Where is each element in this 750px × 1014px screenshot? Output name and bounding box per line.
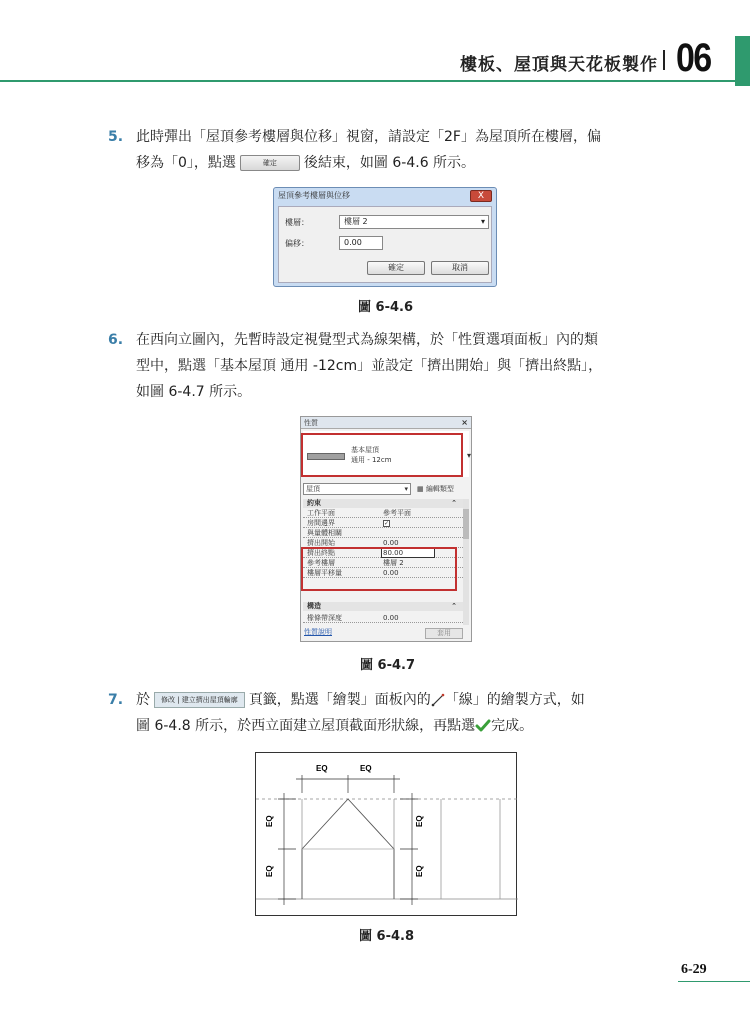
ok-button-image: 確定: [240, 155, 300, 171]
highlight-box-extrusion: [301, 547, 457, 591]
eq-label: EQ: [415, 815, 424, 827]
property-row[interactable]: [303, 529, 463, 538]
property-name: 橡條帶深度: [307, 614, 342, 622]
offset-input[interactable]: 0.00: [339, 236, 383, 250]
offset-label: 偏移：: [285, 239, 309, 248]
property-name: 擠出終點: [307, 549, 335, 557]
section-constraints[interactable]: [303, 499, 463, 508]
page-number: 6-29: [681, 962, 707, 977]
dialog-body: [278, 206, 492, 283]
step-text-line: 此時彈出「屋頂參考樓層與位移」視窗，請設定「2F」為屋頂所在樓層，偏: [136, 129, 601, 145]
chapter-title: 樓板、屋頂與天花板製作: [460, 55, 658, 75]
figure-caption: 圖 6-4.6: [358, 300, 413, 315]
cancel-button[interactable]: 取消: [431, 261, 489, 275]
modify-extrusion-roof-tab-image: 修改 | 建立擠出屋頂輪廓: [154, 692, 245, 708]
dialog-title: 屋頂參考樓層與位移: [278, 191, 350, 200]
property-name: 與量體相關: [307, 529, 342, 537]
roof-profile-svg: [256, 753, 518, 917]
extrusion-start-value[interactable]: 0.00: [383, 539, 399, 547]
green-check-icon: [475, 719, 491, 733]
step-text-line: [136, 713, 668, 739]
property-name: 擠出開始: [307, 539, 335, 547]
property-value: 參考平面: [383, 509, 411, 517]
roof-profile-sketch: [255, 752, 517, 916]
step-text-part: 頁籤，點選「繪製」面板內的: [248, 692, 431, 708]
property-row[interactable]: [303, 614, 463, 623]
type-size: 通用 - 12cm: [351, 456, 392, 464]
figure-caption: 圖 6-4.8: [359, 929, 414, 944]
apply-button[interactable]: 套用: [425, 628, 463, 639]
level-select[interactable]: 樓層 2 ▾: [339, 215, 489, 229]
step-text-part: 於: [136, 692, 150, 708]
palette-title-text: 性質: [304, 419, 318, 427]
level-label: 樓層：: [285, 218, 309, 227]
property-name: 參考樓層: [307, 559, 335, 567]
step-number: 7.: [108, 692, 124, 708]
category-filter[interactable]: 屋頂 ▾: [303, 483, 411, 495]
step-6: [108, 327, 668, 405]
step-text-part: 「線」的繪製方式，如: [444, 692, 585, 708]
step-text-line: 如圖 6-4.7 所示。: [136, 384, 252, 400]
section-label: 約束: [307, 499, 321, 507]
figure-caption: 圖 6-4.7: [360, 658, 415, 673]
reference-level-value[interactable]: 樓層 2: [383, 559, 404, 567]
edit-type-button[interactable]: [417, 483, 454, 495]
step-5: [108, 124, 668, 176]
property-name: 樓層平移量: [307, 569, 342, 577]
extrusion-end-value[interactable]: 80.00: [383, 549, 404, 557]
eq-label: EQ: [316, 764, 328, 773]
highlight-box-type: [301, 433, 463, 477]
edit-type-label: 編輯類型: [425, 485, 454, 493]
step-text-line: [136, 687, 668, 713]
step-text-part: 圖 6-4.8 所示，於西立面建立屋頂截面形狀線，再點選: [136, 718, 476, 734]
property-value: 0.00: [383, 614, 399, 622]
type-family: 基本屋頂: [351, 446, 379, 454]
property-name: 房間邊界: [307, 519, 335, 527]
property-value: 0.00: [383, 569, 399, 577]
step-text-part: 完成。: [491, 718, 534, 734]
close-icon[interactable]: ×: [461, 418, 468, 427]
properties-palette: [300, 416, 472, 642]
chapter-tab: [735, 36, 750, 86]
property-name: 工作平面: [307, 509, 335, 517]
palette-title: [301, 417, 471, 429]
footer-rule: [678, 981, 750, 982]
chevron-down-icon[interactable]: ▾: [466, 451, 471, 460]
eq-label: EQ: [415, 865, 424, 877]
eq-label: EQ: [265, 815, 274, 827]
header-divider: [663, 50, 665, 70]
step-7: [108, 687, 668, 739]
ok-button[interactable]: 確定: [367, 261, 425, 275]
properties-help-link[interactable]: 性質說明: [304, 628, 332, 636]
eq-label: EQ: [265, 865, 274, 877]
step-text-line: 型中，點選「基本屋頂 通用 -12cm」並設定「擠出開始」與「擠出終點」，: [136, 358, 603, 374]
scrollbar-thumb[interactable]: [463, 509, 469, 539]
step-number: 6.: [108, 332, 124, 348]
header-rule: [0, 80, 750, 82]
chapter-number: 06: [676, 36, 711, 80]
close-icon[interactable]: X: [470, 190, 492, 202]
pencil-line-icon: [431, 693, 445, 707]
edit-type-icon: ▦: [417, 485, 426, 493]
step-number: 5.: [108, 129, 124, 145]
step-text-line: 在西向立圖內，先暫時設定視覺型式為線架構，於「性質選項面板」內的類: [136, 332, 598, 348]
property-row[interactable]: [303, 509, 463, 518]
collapse-icon[interactable]: ⌃: [451, 499, 457, 507]
step-text-part: 後結束，如圖 6-4.6 所示。: [303, 155, 476, 171]
property-row[interactable]: [303, 519, 463, 528]
eq-label: EQ: [360, 764, 372, 773]
collapse-icon[interactable]: ⌃: [451, 602, 457, 610]
step-text-line: [136, 150, 668, 176]
section-construction[interactable]: [303, 602, 463, 611]
section-label: 構造: [307, 602, 321, 610]
roof-reference-level-dialog: [273, 187, 497, 287]
step-text-part: 移為「0」，點選: [136, 155, 236, 171]
room-bounding-checkbox[interactable]: ✓: [384, 520, 390, 527]
